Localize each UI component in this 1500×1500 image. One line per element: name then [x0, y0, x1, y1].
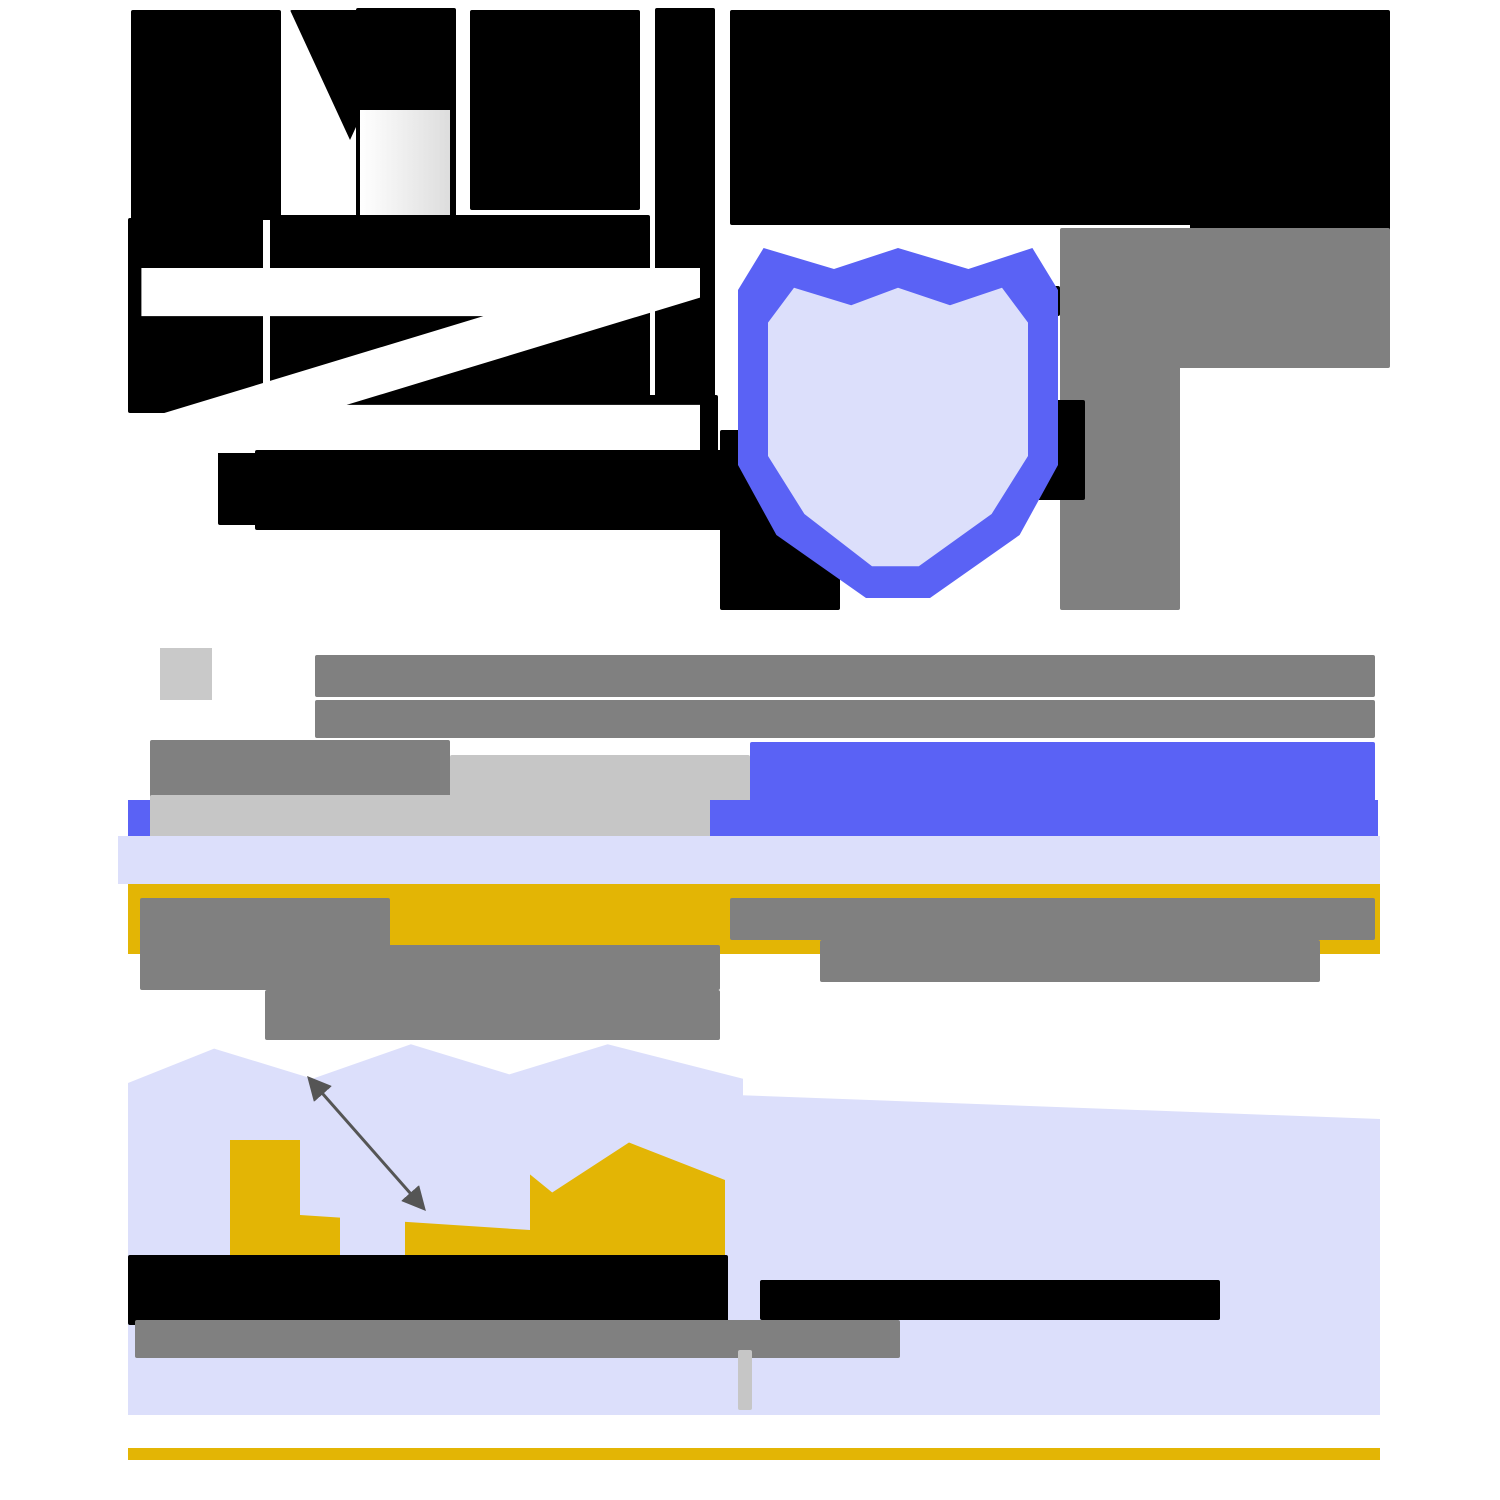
footer-body: [0, 0, 1, 1]
footer-rule-gold: [128, 1448, 1380, 1460]
footer-caption: [0, 0, 1, 1]
swatch-white: [128, 672, 154, 698]
title-glyph: [655, 8, 715, 403]
section-clearspace-subbar: [265, 990, 720, 1040]
section-intro-body: [0, 0, 1, 1]
title-line-1: [120, 10, 121, 11]
section-colour-body: [0, 0, 1, 1]
section-clearspace-heading-bar: [730, 898, 1375, 940]
section-colour-caption: [0, 0, 1, 1]
footer-heading: [0, 0, 1, 1]
title-glyph: [255, 450, 725, 530]
colour-panel-dark: [128, 1255, 728, 1325]
title-line-3: [120, 10, 121, 11]
section-intro-accent-bar: [750, 742, 1375, 804]
band-pale-blue: [118, 836, 1380, 884]
footer-divider-label: [0, 0, 1, 1]
section-intro-caption: [0, 0, 1, 1]
clearspace-caption: [0, 0, 1, 1]
section-clearspace-body-bar: [140, 945, 720, 990]
title-glyph: [131, 10, 281, 220]
section-intro-heading-bar: [315, 655, 1375, 697]
section-intro-heading: [0, 0, 1, 1]
title-glyph: [470, 10, 640, 210]
section-colour-heading: [0, 0, 1, 1]
colour-panel-dark: [760, 1280, 1220, 1320]
swatch-grey: [160, 648, 212, 700]
title-glyph-highlight: [360, 110, 450, 225]
section-intro-body-bar: [315, 700, 1375, 738]
section-clearspace-heading: [0, 0, 1, 1]
title-glyph: [1060, 228, 1390, 368]
diagonal-measure-arrow: [300, 1070, 440, 1220]
title-line-2: [120, 10, 121, 11]
footer-page-marker: [738, 1350, 752, 1410]
divider-light-segment: [150, 795, 710, 840]
footer-text-bar: [135, 1320, 900, 1358]
title-glyph: [730, 10, 1390, 225]
section-intro-body-bar: [150, 740, 450, 802]
section-clearspace-body-bar: [820, 940, 1320, 982]
section-clearspace-body: [0, 0, 1, 1]
logo-letter-text: [0, 0, 1, 1]
